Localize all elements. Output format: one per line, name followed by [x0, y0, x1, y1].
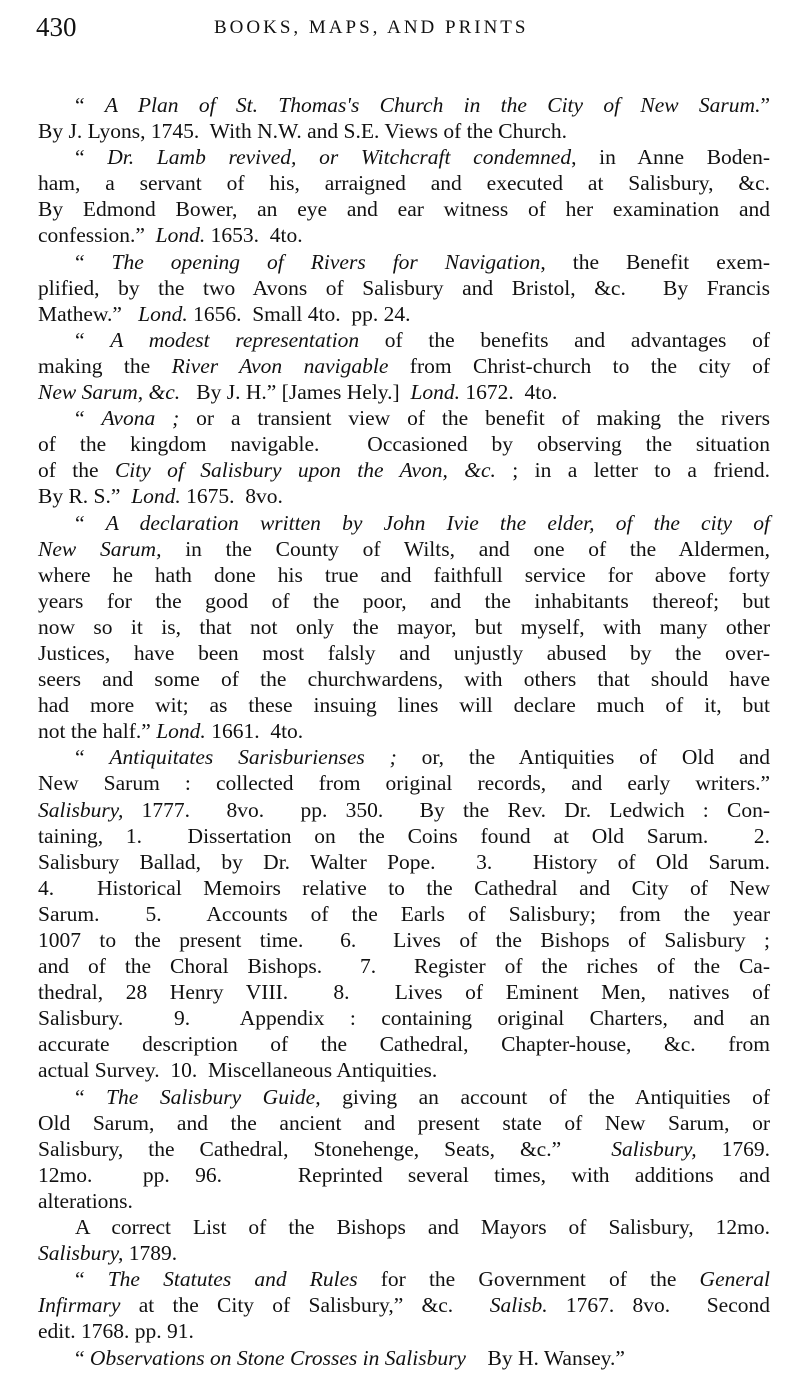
body-text: seers and some of the churchwardens, with others that should have	[38, 667, 770, 692]
italic-title-text: Lond.	[131, 484, 181, 509]
text-line	[38, 614, 770, 640]
text-line	[38, 1084, 770, 1110]
text-line	[38, 849, 770, 875]
body-text: from Christ-church to the city of	[388, 353, 770, 378]
italic-title-text: Salisbury,	[38, 1241, 124, 1266]
body-text: taining, 1. Dissertation on the Coins found at Old Sarum. 2.	[38, 823, 770, 848]
body-text: 1661. 4to.	[205, 719, 304, 744]
body-text: confession.”	[38, 223, 156, 248]
text-line	[38, 1214, 770, 1240]
text-line	[38, 953, 770, 979]
text-line	[38, 92, 770, 118]
page-number: 430	[36, 12, 77, 42]
body-text: plified, by the two Avons of Salisbury and Bristol, &c. By Francis	[38, 275, 770, 300]
body-text: ; in a letter to a friend.	[495, 458, 770, 483]
body-text: 12mo. pp. 96. Reprinted several times, with additions and	[38, 1162, 770, 1187]
text-line	[38, 275, 770, 301]
body-text: Old Sarum, and the ancient and present state of New Sarum, or	[38, 1110, 770, 1135]
body-text: “	[75, 406, 102, 431]
body-text: By H. Wansey.”	[465, 1345, 625, 1370]
text-line	[38, 770, 770, 796]
running-title: BOOKS, MAPS, AND PRINTS	[214, 17, 529, 38]
body-text: “	[75, 249, 112, 274]
italic-title-text: New Sarum,	[38, 536, 162, 561]
body-text: “	[75, 1267, 108, 1292]
text-line	[38, 301, 770, 327]
italic-title-text: Lond.	[156, 719, 206, 744]
italic-title-text: The opening of Rivers for Navigation	[111, 249, 541, 274]
italic-title-text: Salisbury,	[611, 1136, 697, 1161]
body-text: Sarum. 5. Accounts of the Earls of Salisbury; from the year	[38, 901, 770, 926]
text-line	[38, 692, 770, 718]
text-line	[38, 222, 770, 248]
body-text: not the half.”	[38, 719, 157, 744]
body-text: for the Government of the	[357, 1267, 700, 1292]
text-line	[38, 588, 770, 614]
body-text: 1789.	[123, 1241, 178, 1266]
text-line	[38, 562, 770, 588]
body-text: actual Survey. 10. Miscellaneous Antiquities.	[38, 1058, 438, 1083]
body-text: , the Benefit exem-	[540, 249, 770, 274]
text-line	[38, 431, 770, 457]
text-line	[38, 1057, 770, 1083]
body-text: “	[75, 145, 108, 170]
italic-title-text: A declaration written by John Ivie the elder, of the city of	[105, 510, 770, 535]
italic-title-text: Salisb.	[489, 1293, 548, 1318]
text-line	[38, 1188, 770, 1214]
text-line	[38, 744, 770, 770]
body-text: had more wit; as these insuing lines will declare much of it, but	[38, 693, 770, 718]
italic-title-text: New Sarum, &c.	[38, 380, 181, 405]
body-text: or, the Antiquities of Old and	[396, 745, 771, 770]
italic-title-text: Lond.	[155, 223, 206, 248]
italic-title-text: Dr. Lamb revived, or Witchcraft condemned	[107, 145, 572, 170]
body-text: alterations.	[38, 1188, 133, 1213]
italic-title-text: Infirmary	[38, 1293, 121, 1318]
italic-title-text: Observations on Stone Crosses in Salisbury	[89, 1345, 466, 1370]
body-text: now so it is, that not only the mayor, but myself, with many other	[38, 614, 770, 639]
text-line	[38, 718, 770, 744]
body-text: of the kingdom navigable. Occasioned by observing the situation	[38, 432, 770, 457]
italic-title-text: General	[699, 1267, 770, 1292]
body-text: thedral, 28 Henry VIII. 8. Lives of Eminent Men, natives of	[38, 980, 770, 1005]
text-line	[38, 1031, 770, 1057]
body-text: By R. S.”	[38, 484, 132, 509]
body-text: making the	[38, 353, 172, 378]
body-text: ham, a servant of his, arraigned and executed at Salisbury, &c.	[38, 171, 770, 196]
body-text: “	[75, 1084, 107, 1109]
body-text: Salisbury Ballad, by Dr. Walter Pope. 3. History of Old Sarum.	[38, 849, 770, 874]
body-text: 1672. 4to.	[460, 380, 558, 405]
body-text: “	[75, 1345, 90, 1370]
italic-title-text: Lond.	[138, 301, 188, 326]
italic-title-text: A Plan of St. Thomas's Church in the City of New Sarum.	[104, 93, 761, 117]
body-text: 1769.	[696, 1136, 771, 1161]
text-line	[38, 536, 770, 562]
text-line	[38, 1292, 770, 1318]
text-line	[38, 196, 770, 222]
body-text: “	[75, 327, 111, 352]
text-line	[38, 144, 770, 170]
text-line	[38, 1318, 770, 1344]
body-text: 1653. 4to.	[205, 223, 303, 248]
body-text: Salisbury. 9. Appendix : containing original Charters, and an	[38, 1006, 770, 1031]
body-text: 4. Historical Memoirs relative to the Cathedral and City of New	[38, 875, 770, 900]
italic-title-text: River Avon navigable	[171, 353, 389, 378]
body-text: By Edmond Bower, an eye and ear witness of her examination and	[38, 197, 770, 222]
body-text: “	[75, 93, 105, 117]
body-text: 1777. 8vo. pp. 350. By the Rev. Dr. Ledwich : Con-	[123, 797, 770, 822]
text-line	[38, 823, 770, 849]
text-line	[38, 1266, 770, 1292]
body-text: at the City of Salisbury,” &c.	[120, 1293, 490, 1318]
italic-title-text: The Salisbury Guide,	[106, 1084, 321, 1109]
text-line	[38, 1240, 770, 1266]
body-text: of the	[38, 458, 115, 483]
body-text: where he hath done his true and faithfull service for above forty	[38, 562, 770, 587]
text-line	[38, 1136, 770, 1162]
italic-title-text: A modest representation	[110, 327, 360, 352]
body-text: By J. Lyons, 1745. With N.W. and S.E. Views of the Church.	[38, 119, 567, 144]
body-text: in the County of Wilts, and one of the Aldermen,	[161, 536, 770, 561]
body-text: years for the good of the poor, and the inhabitants thereof; but	[38, 588, 770, 613]
body-text: 1675. 8vo.	[180, 484, 283, 509]
body-text: “	[75, 510, 106, 535]
text-line	[38, 927, 770, 953]
body-text: 1767. 8vo. Second	[547, 1293, 771, 1318]
italic-title-text: The Statutes and Rules	[107, 1267, 358, 1292]
body-text: of the benefits and advantages of	[359, 327, 770, 352]
italic-title-text: Lond.	[410, 380, 461, 405]
italic-title-text: City of Salisbury upon the Avon, &c.	[114, 458, 496, 483]
text-line	[38, 640, 770, 666]
text-line	[38, 170, 770, 196]
text-line	[38, 797, 770, 823]
body-text: Salisbury, the Cathedral, Stonehenge, Seats, &c.”	[38, 1136, 612, 1161]
body-text: or a transient view of the benefit of making the rivers	[179, 406, 770, 431]
text-line	[38, 249, 770, 275]
text-line	[38, 327, 770, 353]
body-text: giving an account of the Antiquities of	[320, 1084, 770, 1109]
body-text: “	[75, 745, 110, 770]
text-line	[38, 901, 770, 927]
text-line	[38, 875, 770, 901]
text-line	[38, 1345, 770, 1371]
body-text: Mathew.”	[38, 301, 139, 326]
body-text: Justices, have been most falsly and unjustly abused by the over-	[38, 640, 770, 665]
text-line	[38, 379, 770, 405]
text-line	[38, 457, 770, 483]
text-line	[38, 979, 770, 1005]
body-text: , in Anne Boden-	[571, 145, 770, 170]
body-text: 1656. Small 4to. pp. 24.	[187, 301, 411, 326]
page-body	[38, 92, 770, 1371]
text-line	[38, 666, 770, 692]
body-text: edit. 1768. pp. 91.	[38, 1319, 194, 1344]
text-line	[38, 1162, 770, 1188]
text-line	[38, 118, 770, 144]
text-line	[38, 483, 770, 509]
italic-title-text: Avona ;	[101, 406, 180, 431]
body-text: A correct List of the Bishops and Mayors of Salisbury, 12mo.	[75, 1215, 770, 1240]
text-line	[38, 510, 770, 536]
body-text: New Sarum : collected from original records, and early writers.”	[38, 771, 770, 796]
body-text: accurate description of the Cathedral, Chapter-house, &c. from	[38, 1032, 770, 1057]
italic-title-text: Antiquitates Sarisburienses ;	[109, 745, 397, 770]
body-text: By J. H.” [James Hely.]	[180, 380, 411, 405]
body-text: and of the Choral Bishops. 7. Register of the riches of the Ca-	[38, 954, 770, 979]
text-line	[38, 1005, 770, 1031]
text-line	[38, 1110, 770, 1136]
text-line	[38, 405, 770, 431]
body-text: 1007 to the present time. 6. Lives of the Bishops of Salisbury ;	[38, 928, 770, 952]
text-line	[38, 353, 770, 379]
body-text: ”	[760, 93, 770, 117]
italic-title-text: Salisbury,	[38, 797, 124, 822]
